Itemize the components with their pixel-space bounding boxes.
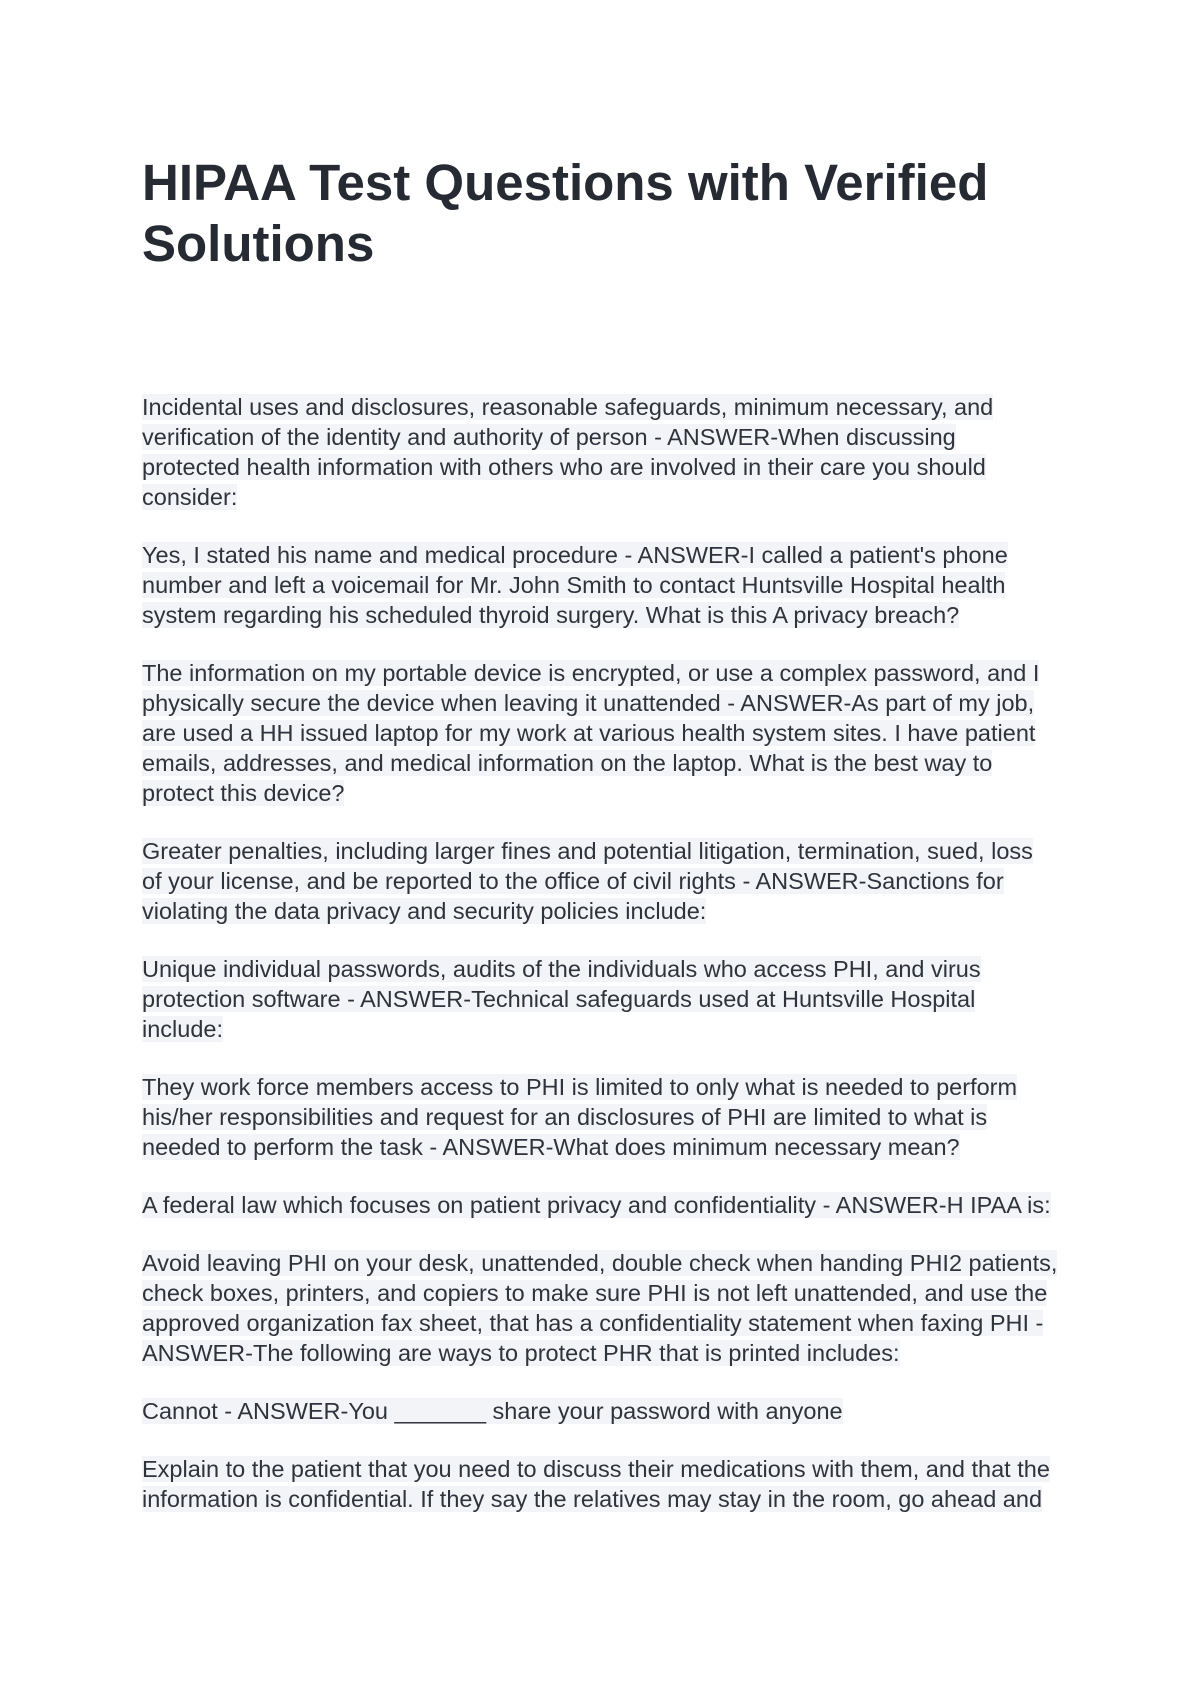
qa-item-9 [142,1396,1072,1426]
qa-item-8-text: Avoid leaving PHI on your desk, unattended, double check when handing PHI2 patients, check boxes, printers, and copiers to make sure PHI is not left unattended, and use the approved organization fax sheet, that has a confidentiality statement when faxing PHI - ANSWER-The following are ways to protect PHR that is printed includes: [142,1250,1058,1366]
qa-item-10-text: Explain to the patient that you need to discuss their medications with them, and that the information is confidential. If they say the relatives may stay in the room, go ahead and [142,1456,1050,1512]
qa-list [142,392,1072,1542]
qa-item-8 [142,1248,1072,1368]
qa-item-5 [142,954,1072,1044]
qa-item-4 [142,836,1072,926]
qa-item-6 [142,1072,1072,1162]
qa-item-9-text: Cannot - ANSWER-You _______ share your password with anyone [142,1398,843,1424]
qa-item-6-text: They work force members access to PHI is limited to only what is needed to perform his/her responsibilities and request for an disclosures of PHI are limited to what is needed to perform the task - ANSWER-What does minimum necessary mean? [142,1074,1018,1160]
qa-item-5-text: Unique individual passwords, audits of the individuals who access PHI, and virus protection software - ANSWER-Technical safeguards used at Huntsville Hospital include: [142,956,981,1042]
qa-item-3-text: The information on my portable device is encrypted, or use a complex password, and I physically secure the device when leaving it unattended - ANSWER-As part of my job, are used a HH issued laptop for my work at various health system sites. I have patient emails, addresses, and medical information on the laptop. What is the best way to protect this device? [142,660,1040,806]
qa-item-7-text: A federal law which focuses on patient privacy and confidentiality - ANSWER-H IPAA is: [142,1192,1051,1218]
qa-item-7 [142,1190,1072,1220]
qa-item-4-text: Greater penalties, including larger fines and potential litigation, termination, sued, loss of your license, and be reported to the office of civil rights - ANSWER-Sanctions for violating the data privacy and security policies include: [142,838,1033,924]
qa-item-3 [142,658,1072,808]
document-title: HIPAA Test Questions with Verified Solutions [142,154,989,272]
qa-item-10 [142,1454,1072,1514]
qa-item-1 [142,392,1072,512]
qa-item-2-text: Yes, I stated his name and medical procedure - ANSWER-I called a patient's phone number and left a voicemail for Mr. John Smith to contact Huntsville Hospital health system regarding his scheduled thyroid surgery. What is this A privacy breach? [142,542,1008,628]
qa-item-1-text: Incidental uses and disclosures, reasonable safeguards, minimum necessary, and verification of the identity and authority of person - ANSWER-When discussing protected health information with others who are involved in their care you should consider: [142,394,994,510]
qa-item-2 [142,540,1072,630]
